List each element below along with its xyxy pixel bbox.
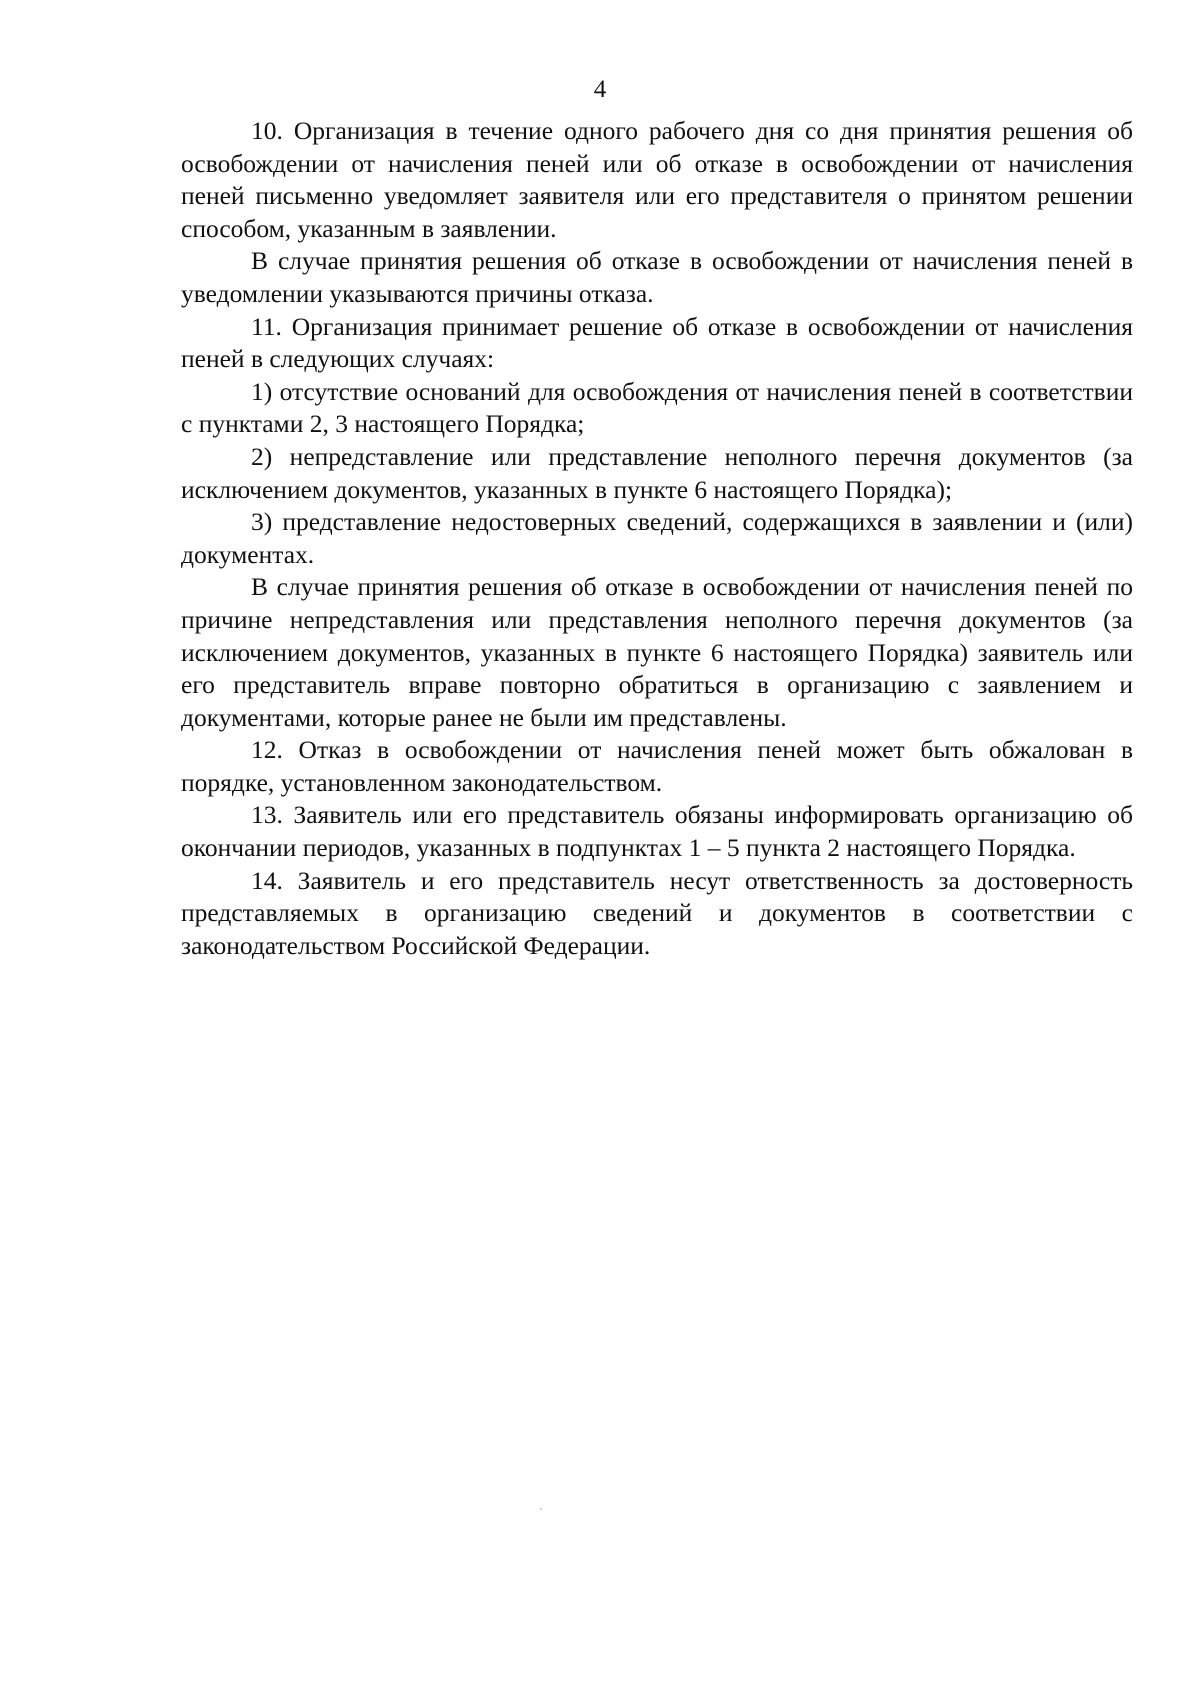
paragraph-13: 13. Заявитель или его представитель обязаны информировать организацию об окончании периодов, указанных в подпунктах 1 – 5 пункта 2 настоящего Порядка. [181,800,1133,863]
document-body [181,115,1133,962]
paragraph-11-resubmission: В случае принятия решения об отказе в освобождении от начисления пеней по причине непредставления или представления неполного перечня документов (за исключением документов, указанных в пункте 6 настоящего Порядка) заявитель или его представитель вправе повторно обратиться в организацию с заявлением и документами, которые ранее не были им представлены. [181,572,1133,732]
paragraph-11: 11. Организация принимает решение об отказе в освобождении от начисления пеней в следующих случаях: [181,311,1133,374]
scan-speck [540,1508,542,1510]
paragraph-11-item-3: 3) представление недостоверных сведений, содержащихся в заявлении и (или) документах. [181,507,1133,569]
page-number: 4 [593,76,607,103]
paragraph-10-refusal-reasons: В случае принятия решения об отказе в освобождении от начисления пеней в уведомлении указываются причины отказа. [181,246,1133,308]
paragraph-10: 10. Организация в течение одного рабочего дня со дня принятия решения об освобождении от начисления пеней или об отказе в освобождении от начисления пеней письменно уведомляет заявителя или его представителя о принятом решении способом, указанным в заявлении. [181,116,1133,243]
paragraph-11-item-1: 1) отсутствие оснований для освобождения от начисления пеней в соответствии с пунктами 2, 3 настоящего Порядка; [181,376,1133,439]
paragraph-14: 14. Заявитель и его представитель несут ответственность за достоверность представляемых в организацию сведений и документов в соответствии с законодательством Российской Федерации. [181,865,1133,960]
paragraph-12: 12. Отказ в освобождении от начисления пеней может быть обжалован в порядке, установленном законодательством. [181,735,1133,797]
paragraph-11-item-2: 2) непредставление или представление неполного перечня документов (за исключением документов, указанных в пункте 6 настоящего Порядка); [181,441,1133,504]
